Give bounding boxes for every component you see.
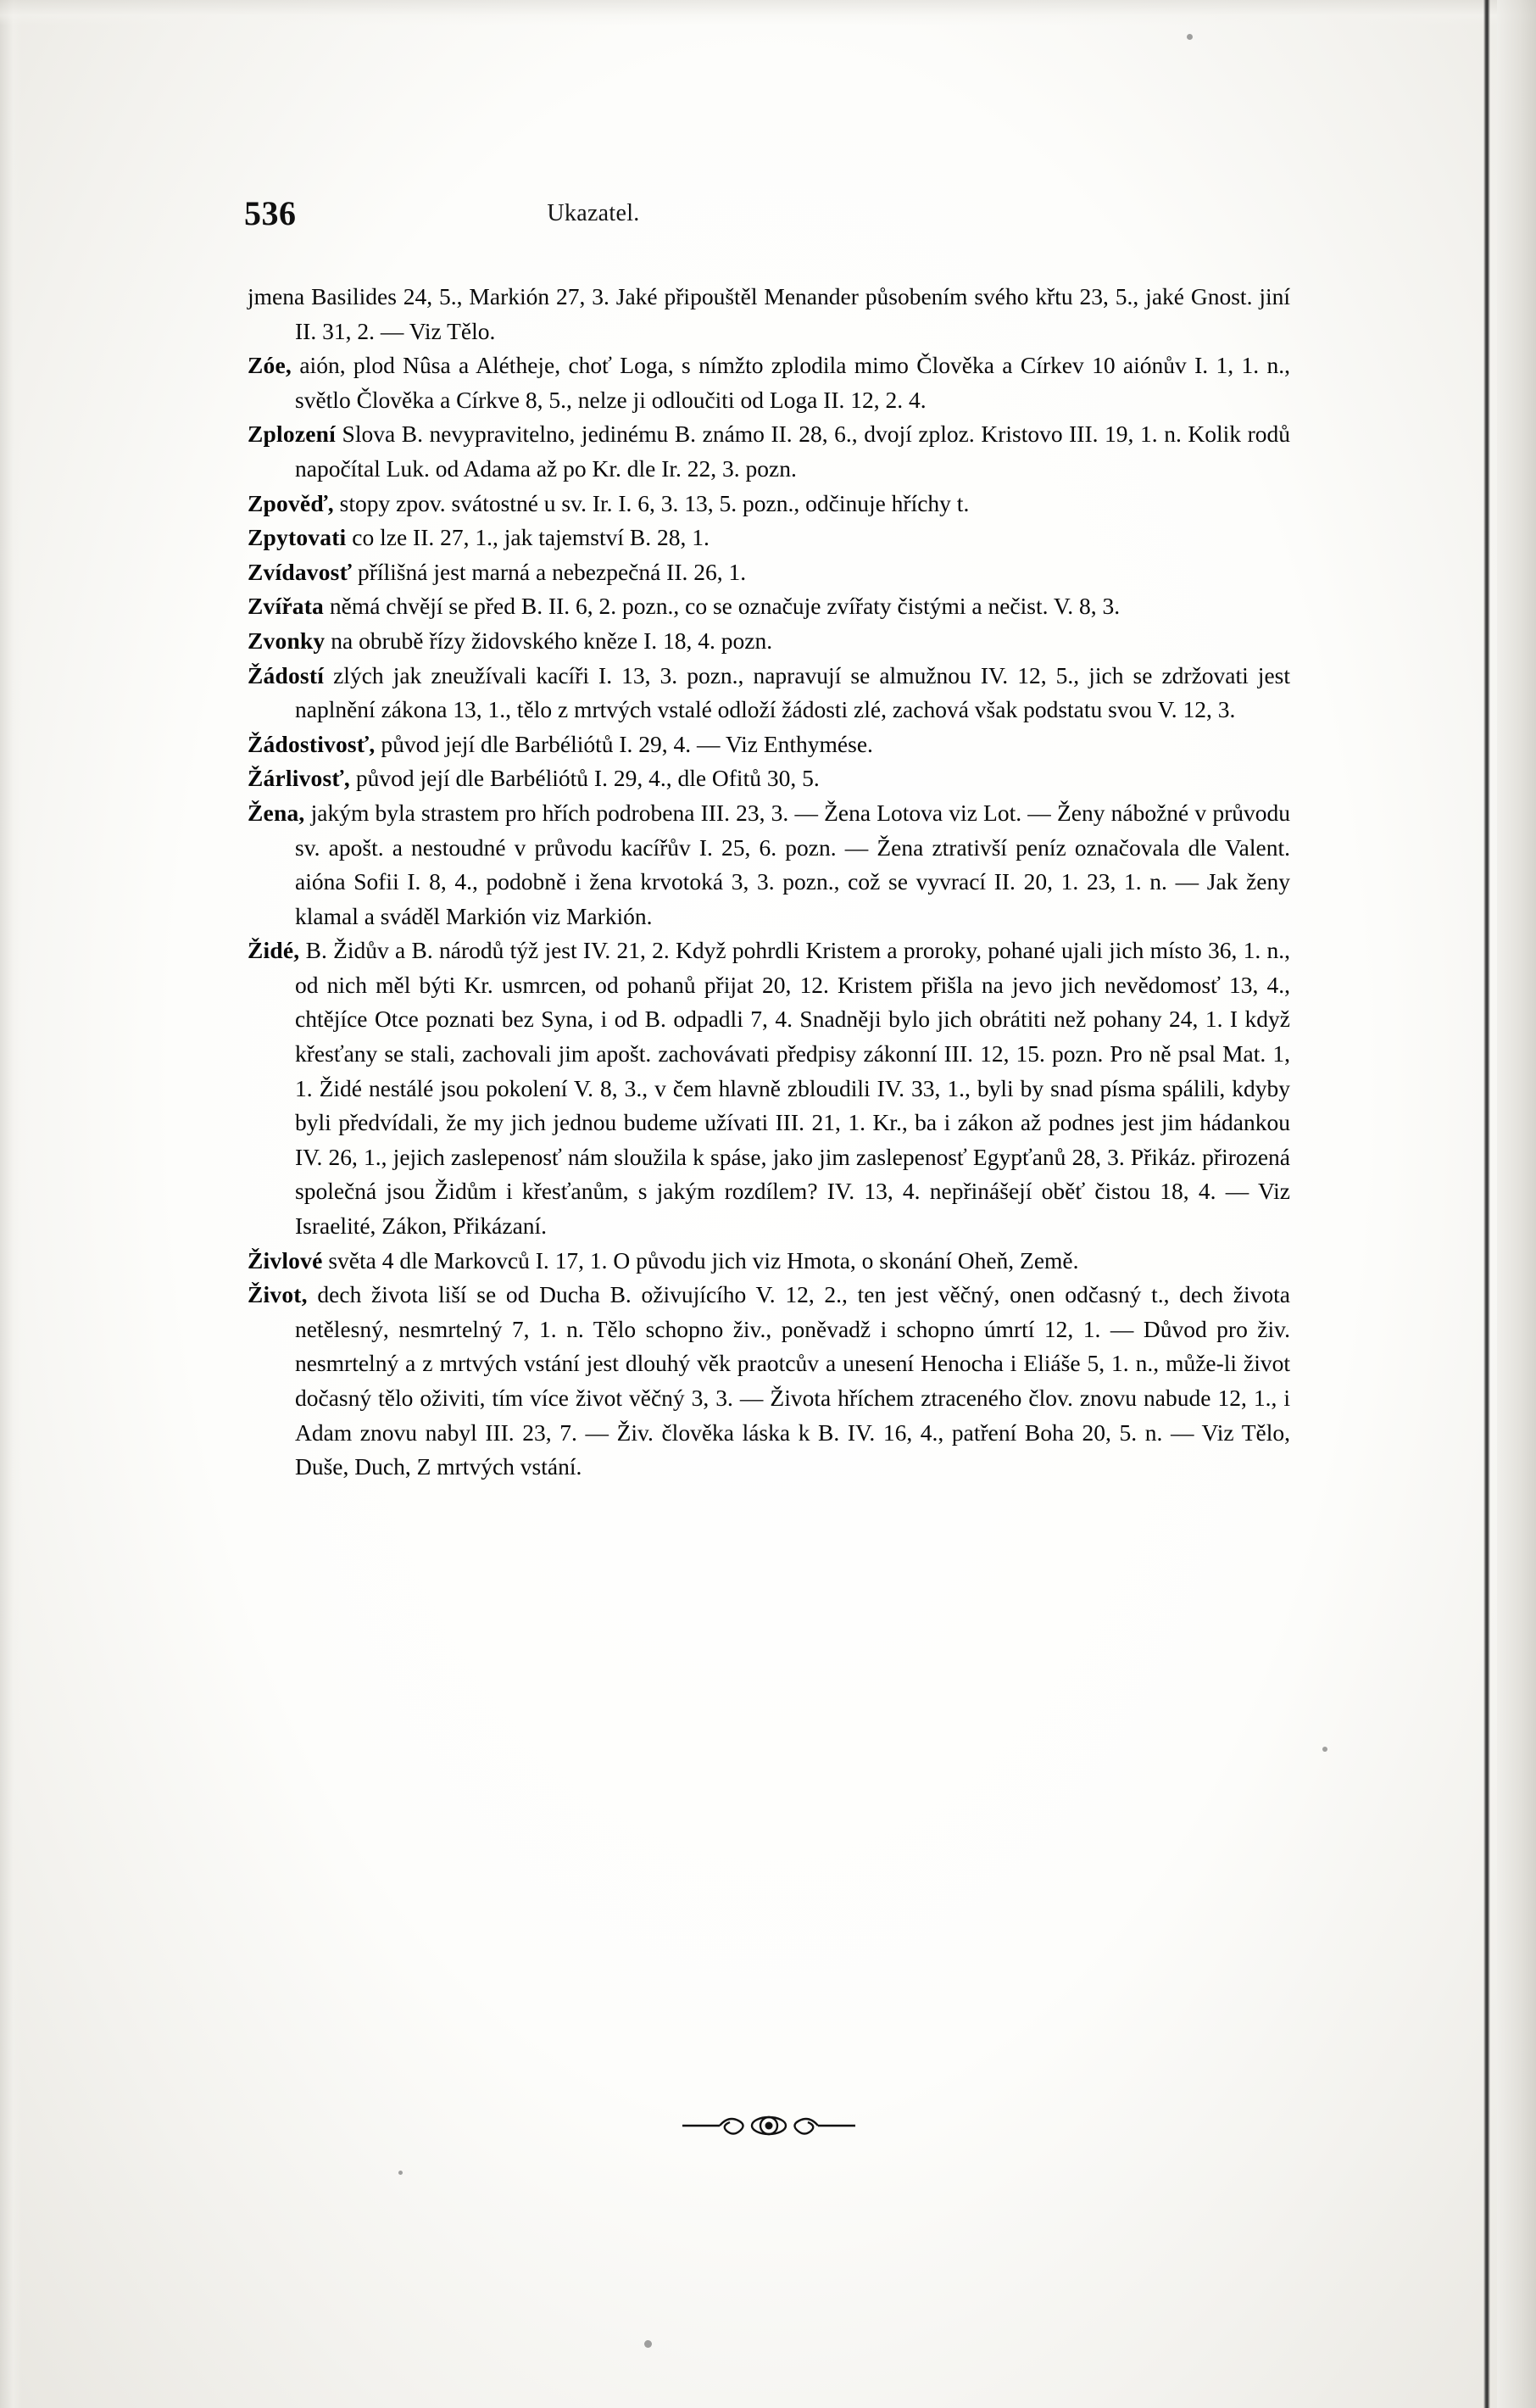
entry-headword: Život, — [248, 1281, 308, 1308]
entry-text: původ její dle Barbéliótů I. 29, 4. — Viz Enthymése. — [375, 730, 873, 757]
entry-text: B. Židův a B. národů týž jest IV. 21, 2. Když pohrdli Kristem a proroky, pohané ujali jich místo 36, 1. n., od nich měl býti Kr. usmrcen, od pohanů přijat 20, 12. Kristem přišla na jevo jich nevědomosť 13, 4., chtějíce Otce poznati bez Syna, i od B. odpadli 7, 4. Snadněji bylo jich obrátiti než pohany 24, 1. I když křesťany se stali, zachovali jim apošt. zachovávati předpisy zákonní III. 12, 15. pozn. Pro ně psal Mat. 1, 1. Židé nestálé jsou pokolení V. 8, 3., v čem hlavně zbloudili IV. 33, 1., byli by snad písma spálili, kdyby byli předvídali, že my jich jednou budeme užívati III. 21, 1. Kr., ba i zákon až podnes jest jim hádankou IV. 26, 1., jejich zaslepenosť nám sloužila k spáse, jako jim zaslepenosť Egypťanů 28, 3. Přikáz. přirozená společná jsou Židům i křesťanům, s jakým rozdílem? IV. 13, 4. nepřinášejí oběť čistou 18, 4. — Viz Israelité, Zákon, Přikázaní. — [295, 937, 1290, 1240]
entry-headword: Žena, — [248, 799, 305, 826]
running-title: Ukazatel. — [547, 200, 640, 226]
entry-headword: Žádostivosť, — [248, 730, 376, 757]
scan-speck — [1322, 1747, 1327, 1752]
entry-text: stopy zpov. svátostné u sv. Ir. I. 6, 3. 13, 5. pozn., odčinuje hříchy t. — [333, 489, 970, 516]
index-entry — [248, 487, 1290, 521]
entry-headword: Živlové — [248, 1246, 323, 1274]
entry-headword: Zvířata — [248, 593, 324, 620]
entry-text: přílišná jest marná a nebezpečná II. 26, 1. — [352, 558, 747, 585]
entry-text: na obrubě řízy židovského kněze I. 18, 4. pozn. — [325, 627, 773, 654]
index-entry — [248, 761, 1290, 796]
index-entry — [248, 417, 1290, 486]
entry-text: němá chvějí se před B. II. 6, 2. pozn., co se označuje zvířaty čistými a nečist. V. 8, 3. — [324, 593, 1121, 620]
entry-text: zlých jak zneužívali kacíři I. 13, 3. pozn., napravují se almužnou IV. 12, 5., jich se zdržovati jest naplnění zákona 13, 1., tělo z mrtvých vstalé odloží žádosti zlé, zachová však podstatu svou V. 12, 3. — [295, 661, 1290, 723]
index-entries-column — [248, 280, 1290, 1485]
scan-speck — [644, 2340, 652, 2348]
scan-speck — [398, 2171, 403, 2175]
entry-text: dech života liší se od Ducha B. oživujícího V. 12, 2., ten jest věčný, onen odčasný t., dech života netělesný, nesmrtelný 7, 1. n. Tělo schopno živ., poněvadž i schopno úmrtí 12, 1. — Důvod pro živ. nesmrtelný a z mrtvých vstání jest dlouhý věk praotcův a unesení Henocha i Eliáše 5, 1. n., může-li život dočasný tělo oživiti, tím více život věčný 3, 3. — Života hříchem ztraceného člov. znovu nabude 12, 1., i Adam znovu nabyl III. 23, 7. — Živ. člověka láska k B. IV. 16, 4., patření Boha 20, 5. n. — Viz Tělo, Duše, Duch, Z mrtvých vstání. — [295, 1281, 1290, 1480]
index-entry — [248, 934, 1290, 1243]
entry-headword: Zplození — [248, 421, 336, 448]
entry-text: jakým byla strastem pro hřích podrobena III. 23, 3. — Žena Lotova viz Lot. — Ženy nábožné v průvodu sv. apošt. a nestoudné v průvodu kacířův I. 25, 6. pozn. — Žena ztrativší peníz označovala dle Valent. aióna Sofii I. 8, 4., podobně i žena krvotoká 3, 3. pozn., což se vyvrací II. 20, 1. 23, 1. n. — Jak ženy klamal a sváděl Markión viz Markión. — [295, 799, 1290, 929]
index-entry — [248, 280, 1290, 348]
entry-headword: Zpověď, — [248, 489, 334, 516]
entry-headword: Zvonky — [248, 627, 326, 654]
page-number: 536 — [244, 194, 297, 232]
index-entry — [248, 1278, 1290, 1485]
entry-headword: Zóe, — [248, 352, 292, 379]
entry-headword: Žárlivosť, — [248, 765, 350, 792]
entry-headword: Žádostí — [248, 661, 325, 688]
entry-text: původ její dle Barbéliótů I. 29, 4., dle Ofitů 30, 5. — [349, 765, 820, 792]
entry-text: světa 4 dle Markovců I. 17, 1. O původu jich viz Hmota, o skonání Oheň, Země. — [322, 1246, 1079, 1274]
index-entry — [248, 521, 1290, 555]
index-entry — [248, 589, 1290, 624]
page-header — [0, 193, 1373, 232]
index-entry — [248, 727, 1290, 762]
entry-headword: Zvídavosť — [248, 558, 353, 585]
section-ornament — [248, 2111, 1290, 2147]
entry-text: Slova B. nevypravitelno, jedinému B. známo II. 28, 6., dvojí zploz. Kristovo III. 19, 1. n. Kolik rodů napočítal Luk. od Adama až po Kr. dle Ir. 22, 3. pozn. — [295, 421, 1290, 482]
ornament-icon — [676, 2111, 862, 2147]
entry-headword: Židé, — [248, 937, 300, 964]
index-entry — [248, 796, 1290, 934]
entry-text: jmena Basilides 24, 5., Markión 27, 3. Jaké připouštěl Menander působením svého křtu 23, 5., jaké Gnost. jiní II. 31, 2. — Viz Tělo. — [248, 283, 1290, 344]
index-entry — [248, 624, 1290, 659]
index-entry — [248, 555, 1290, 590]
index-entry — [248, 659, 1290, 727]
entry-text: co lze II. 27, 1., jak tajemství B. 28, 1. — [346, 524, 710, 551]
scan-speck — [1187, 34, 1193, 40]
entry-headword: Zpytovati — [248, 524, 347, 551]
index-entry — [248, 1244, 1290, 1279]
index-entry — [248, 348, 1290, 417]
entry-text: aión, plod Nûsa a Alétheje, choť Loga, s nímžto zplodila mimo Člověka a Církev 10 aiónův I. 1, 1. n., světlo Člověka a Církve 8, 5., nelze ji odloučiti od Loga II. 12, 2. 4. — [291, 352, 1290, 413]
